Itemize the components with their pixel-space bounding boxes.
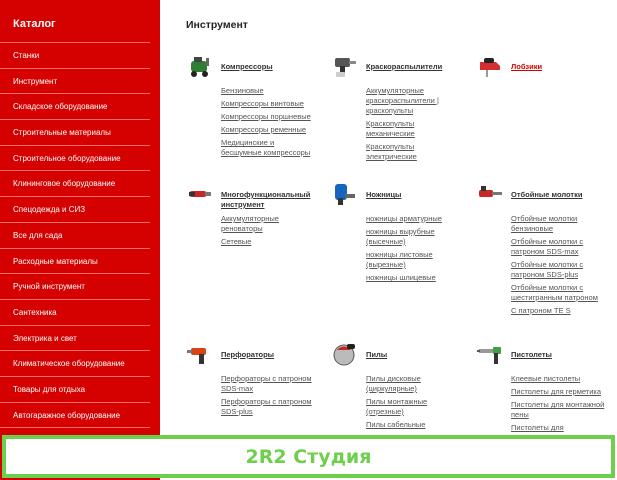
- sidebar-item[interactable]: Расходные материалы: [0, 249, 150, 275]
- subcategory-list: [221, 374, 316, 417]
- sidebar-item[interactable]: Клининговое оборудование: [0, 171, 150, 197]
- subcategory-link[interactable]: Отбойные молотки с патроном SDS-plus: [511, 260, 584, 279]
- subcategory-link[interactable]: ножницы арматурные: [366, 214, 442, 223]
- shears-icon[interactable]: [331, 180, 359, 208]
- subcategory-link[interactable]: С патроном TE S: [511, 306, 571, 315]
- subcategory-list: [366, 86, 461, 162]
- banner-text: 2R2 Студия: [245, 445, 372, 468]
- category-header: [331, 52, 461, 82]
- subcategory-link[interactable]: Клеевые пистолеты: [511, 374, 581, 383]
- category-block: [331, 340, 461, 433]
- subcategory-link[interactable]: ножницы вырубные (высечные): [366, 227, 435, 246]
- circular-saw-icon[interactable]: [331, 340, 359, 368]
- compressor-icon[interactable]: [186, 52, 214, 80]
- category-block: [186, 340, 316, 420]
- category-link[interactable]: Перфораторы: [221, 350, 275, 359]
- category-header: [331, 180, 461, 210]
- subcategory-link[interactable]: Пистолеты для: [511, 423, 564, 432]
- category-block: [331, 52, 461, 165]
- subcategory-link[interactable]: Пилы дисковые (циркулярные): [366, 374, 421, 393]
- category-header: [331, 340, 461, 370]
- category-link[interactable]: Пистолеты: [511, 350, 552, 359]
- subcategory-list: [221, 214, 316, 247]
- sidebar-item[interactable]: Складское оборудование: [0, 94, 150, 120]
- category-header: [476, 180, 606, 210]
- category-header: [186, 180, 316, 210]
- sidebar-item[interactable]: Строительное оборудование: [0, 146, 150, 172]
- paint-sprayer-icon[interactable]: [331, 52, 359, 80]
- sidebar-item[interactable]: Все для сада: [0, 223, 150, 249]
- subcategory-list: [221, 86, 316, 158]
- catalog-sidebar: [0, 0, 160, 480]
- category-header: [186, 340, 316, 370]
- subcategory-link[interactable]: Перфораторы с патроном SDS-max: [221, 374, 312, 393]
- sidebar-item[interactable]: Строительные материалы: [0, 120, 150, 146]
- sidebar-list: [0, 43, 160, 428]
- category-link[interactable]: Многофункциональный инструмент: [221, 190, 311, 209]
- subcategory-list: [511, 374, 606, 443]
- subcategory-link[interactable]: Краскопульты механические: [366, 119, 415, 138]
- page-title: Инструмент: [186, 19, 248, 31]
- sidebar-item[interactable]: Автогаражное оборудование: [0, 403, 150, 429]
- subcategory-link[interactable]: Перфораторы с патроном SDS-plus: [221, 397, 312, 416]
- category-link[interactable]: Отбойные молотки: [511, 190, 583, 199]
- sidebar-item[interactable]: Климатическое оборудование: [0, 351, 150, 377]
- subcategory-link[interactable]: Аккумуляторные краскораспылители | краскопульты: [366, 86, 439, 115]
- category-link[interactable]: Ножницы: [366, 190, 402, 199]
- category-block: [186, 52, 316, 161]
- sidebar-item[interactable]: Товары для отдыха: [0, 377, 150, 403]
- subcategory-link[interactable]: Отбойные молотки бензиновые: [511, 214, 578, 233]
- subcategory-link[interactable]: Компрессоры поршневые: [221, 112, 311, 121]
- category-header: [476, 340, 606, 370]
- subcategory-list: [366, 214, 461, 283]
- category-header: [476, 52, 606, 82]
- subcategory-link[interactable]: Отбойные молотки с шестигранным патроном: [511, 283, 598, 302]
- watermark-banner: [2, 435, 615, 478]
- sidebar-item[interactable]: Инструмент: [0, 69, 150, 95]
- category-block: [476, 180, 606, 319]
- subcategory-link[interactable]: ножницы шлицевые: [366, 273, 436, 282]
- subcategory-link[interactable]: Сетевые: [221, 237, 252, 246]
- subcategory-link[interactable]: Бензиновые: [221, 86, 264, 95]
- category-block: [476, 52, 606, 86]
- glue-gun-icon[interactable]: [476, 340, 504, 368]
- sidebar-title: Каталог: [0, 0, 150, 43]
- subcategory-link[interactable]: Краскопульты электрические: [366, 142, 417, 161]
- category-header: [186, 52, 316, 82]
- subcategory-link[interactable]: Пилы сабельные: [366, 420, 426, 429]
- category-link[interactable]: Краскораспылители: [366, 62, 443, 71]
- subcategory-link[interactable]: ножницы листовые (вырезные): [366, 250, 433, 269]
- subcategory-link[interactable]: Отбойные молотки с патроном SDS-max: [511, 237, 584, 256]
- category-block: [186, 180, 316, 250]
- category-link[interactable]: Компрессоры: [221, 62, 273, 71]
- category-link[interactable]: Лобзики: [511, 62, 543, 71]
- subcategory-link[interactable]: Компрессоры винтовые: [221, 99, 304, 108]
- subcategory-link[interactable]: Медицинские и бесшумные компрессоры: [221, 138, 311, 157]
- demolition-hammer-icon[interactable]: [476, 180, 504, 208]
- subcategory-link[interactable]: Пистолеты для монтажной пены: [511, 400, 605, 419]
- multitool-icon[interactable]: [186, 180, 214, 208]
- subcategory-link[interactable]: Аккумуляторные реноваторы: [221, 214, 279, 233]
- subcategory-link[interactable]: Компрессоры ременные: [221, 125, 307, 134]
- sidebar-item[interactable]: Электрика и свет: [0, 326, 150, 352]
- sidebar-item[interactable]: Сантехника: [0, 300, 150, 326]
- category-block: [476, 340, 606, 446]
- sidebar-item[interactable]: Ручной инструмент: [0, 274, 150, 300]
- sidebar-item[interactable]: Спецодежда и СИЗ: [0, 197, 150, 223]
- jigsaw-icon[interactable]: [476, 52, 504, 80]
- subcategory-list: [511, 214, 606, 316]
- subcategory-list: [366, 374, 461, 430]
- category-block: [331, 180, 461, 286]
- subcategory-link[interactable]: Пистолеты для герметика: [511, 387, 602, 396]
- sidebar-item[interactable]: Станки: [0, 43, 150, 69]
- rotary-hammer-icon[interactable]: [186, 340, 214, 368]
- subcategory-link[interactable]: Пилы монтажные (отрезные): [366, 397, 428, 416]
- category-link[interactable]: Пилы: [366, 350, 388, 359]
